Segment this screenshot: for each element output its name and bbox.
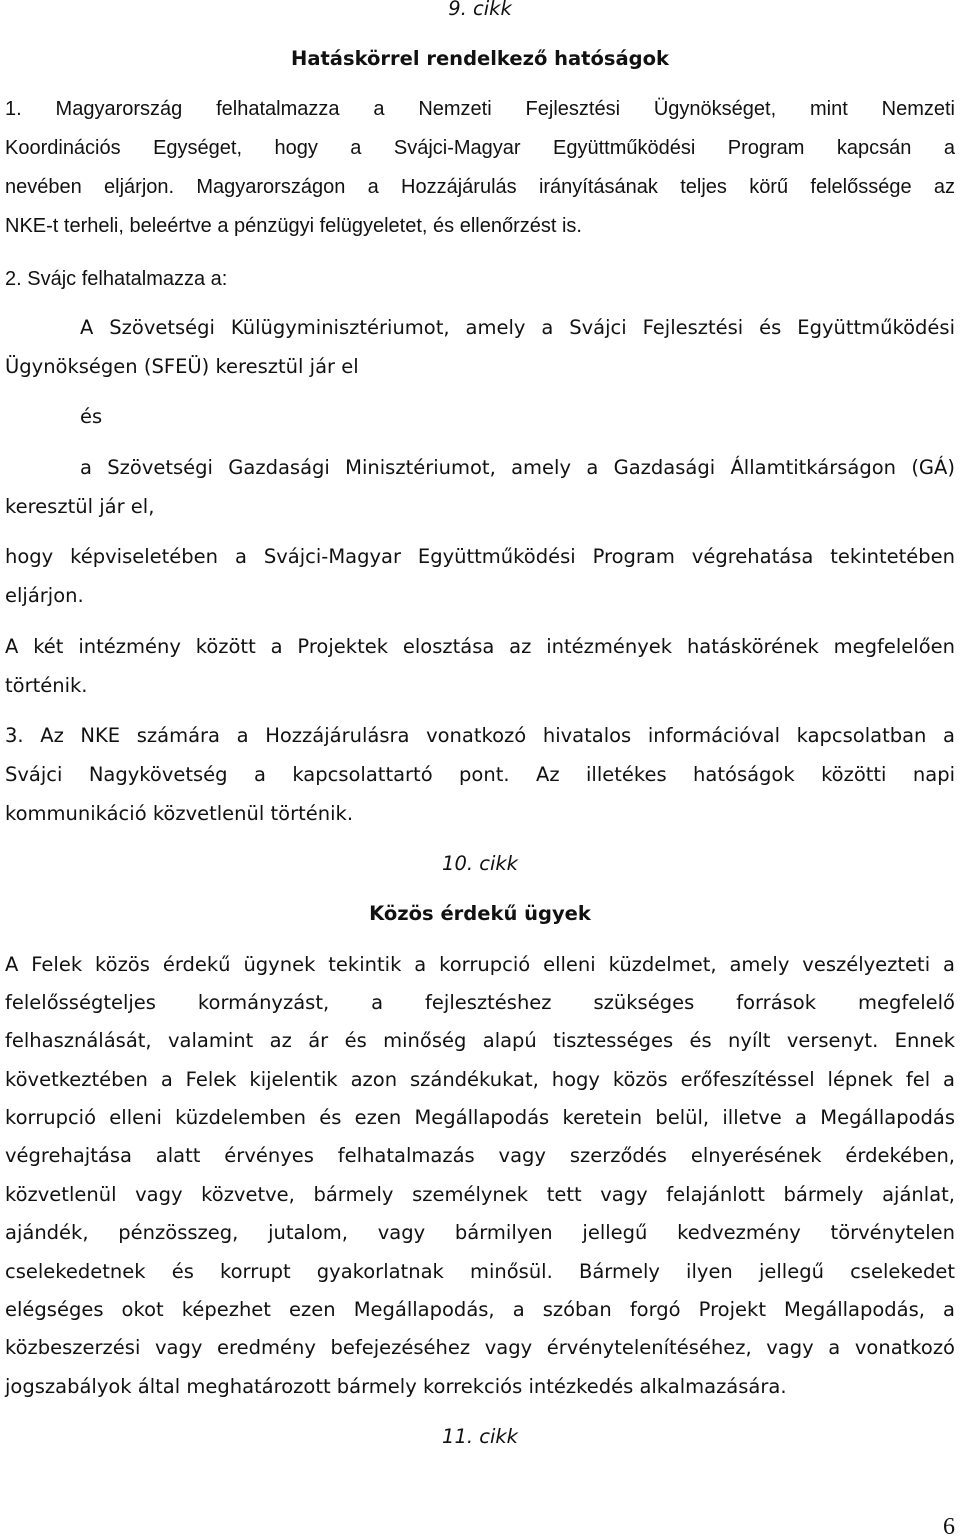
paragraph-line: hogy képviseletében a Svájci-Magyar Együttműködési Program végrehatása tekintetében bbox=[5, 545, 955, 568]
paragraph-line: következtében a Felek kijelentik azon szándékukat, hogy közös erőfeszítéssel lépnek fel a bbox=[5, 1068, 955, 1091]
paragraph-line: történik. bbox=[5, 674, 88, 697]
paragraph-line: A két intézmény között a Projektek elosztása az intézmények hatáskörének megfelelően bbox=[5, 635, 955, 658]
page-number: 6 bbox=[943, 1514, 955, 1540]
paragraph-line: végrehajtása alatt érvényes felhatalmazás vagy szerződés elnyerésének érdekében, bbox=[5, 1144, 955, 1167]
paragraph-line: elégséges okot képezhet ezen Megállapodás, a szóban forgó Projekt Megállapodás, a bbox=[5, 1298, 955, 1321]
paragraph-line: jogszabályok által meghatározott bármely korrekciós intézkedés alkalmazására. bbox=[5, 1375, 787, 1398]
conjunction-text: és bbox=[80, 405, 103, 428]
paragraph-line: keresztül jár el, bbox=[5, 495, 155, 518]
paragraph-line: kommunikáció közvetlenül történik. bbox=[5, 802, 354, 825]
paragraph-line: közvetlenül vagy közvetve, bármely személynek tett vagy felajánlott bármely ajánlat, bbox=[5, 1183, 955, 1206]
paragraph-line: felelősségteljes kormányzást, a fejlesztéshez szükséges források megfelelő bbox=[5, 991, 955, 1014]
paragraph-line: ajándék, pénzösszeg, jutalom, vagy bármilyen jellegű kedvezmény törvénytelen bbox=[5, 1221, 955, 1244]
paragraph-line: 1. Magyarország felhatalmazza a Nemzeti Fejlesztési Ügynökséget, mint Nemzeti bbox=[5, 98, 955, 120]
article-11-heading: 11. cikk bbox=[442, 1425, 518, 1448]
paragraph-line: eljárjon. bbox=[5, 584, 84, 607]
article-9-heading: 9. cikk bbox=[448, 0, 512, 20]
paragraph-line: Svájci Nagykövetség a kapcsolattartó pont. Az illetékes hatóságok közötti napi bbox=[5, 763, 955, 786]
paragraph-line: cselekedetnek és korrupt gyakorlatnak minősül. Bármely ilyen jellegű cselekedet bbox=[5, 1260, 955, 1283]
paragraph-line: a Szövetségi Gazdasági Minisztériumot, amely a Gazdasági Államtitkárságon (GÁ) bbox=[80, 456, 955, 479]
article-10-title: Közös érdekű ügyek bbox=[369, 902, 591, 925]
article-10-heading: 10. cikk bbox=[442, 852, 518, 875]
article-9-title: Hatáskörrel rendelkező hatóságok bbox=[291, 47, 669, 70]
paragraph-line: 3. Az NKE számára a Hozzájárulásra vonatkozó hivatalos információval kapcsolatban a bbox=[5, 724, 955, 747]
paragraph-line: A Szövetségi Külügyminisztériumot, amely a Svájci Fejlesztési és Együttműködési bbox=[80, 316, 955, 339]
paragraph-line: Koordinációs Egységet, hogy a Svájci-Magyar Együttműködési Program kapcsán a bbox=[5, 137, 955, 159]
paragraph-line: Ügynökségen (SFEÜ) keresztül jár el bbox=[5, 355, 359, 378]
paragraph-line: A Felek közös érdekű ügynek tekintik a korrupció elleni küzdelmet, amely veszélyezteti a bbox=[5, 953, 955, 976]
paragraph-line: felhasználását, valamint az ár és minőség alapú tisztességes és nyílt versenyt. Ennek bbox=[5, 1029, 955, 1052]
paragraph-line: nevében eljárjon. Magyarországon a Hozzájárulás irányításának teljes körű felelőssége az bbox=[5, 176, 955, 198]
paragraph-line: NKE-t terheli, beleértve a pénzügyi felügyeletet, és ellenőrzést is. bbox=[5, 215, 582, 237]
paragraph-line: 2. Svájc felhatalmazza a: bbox=[5, 268, 228, 290]
paragraph-line: korrupció elleni küzdelemben és ezen Megállapodás keretein belül, illetve a Megállapodás bbox=[5, 1106, 955, 1129]
paragraph-line: közbeszerzési vagy eredmény befejezéséhez vagy érvénytelenítéséhez, vagy a vonatkozó bbox=[5, 1336, 955, 1359]
